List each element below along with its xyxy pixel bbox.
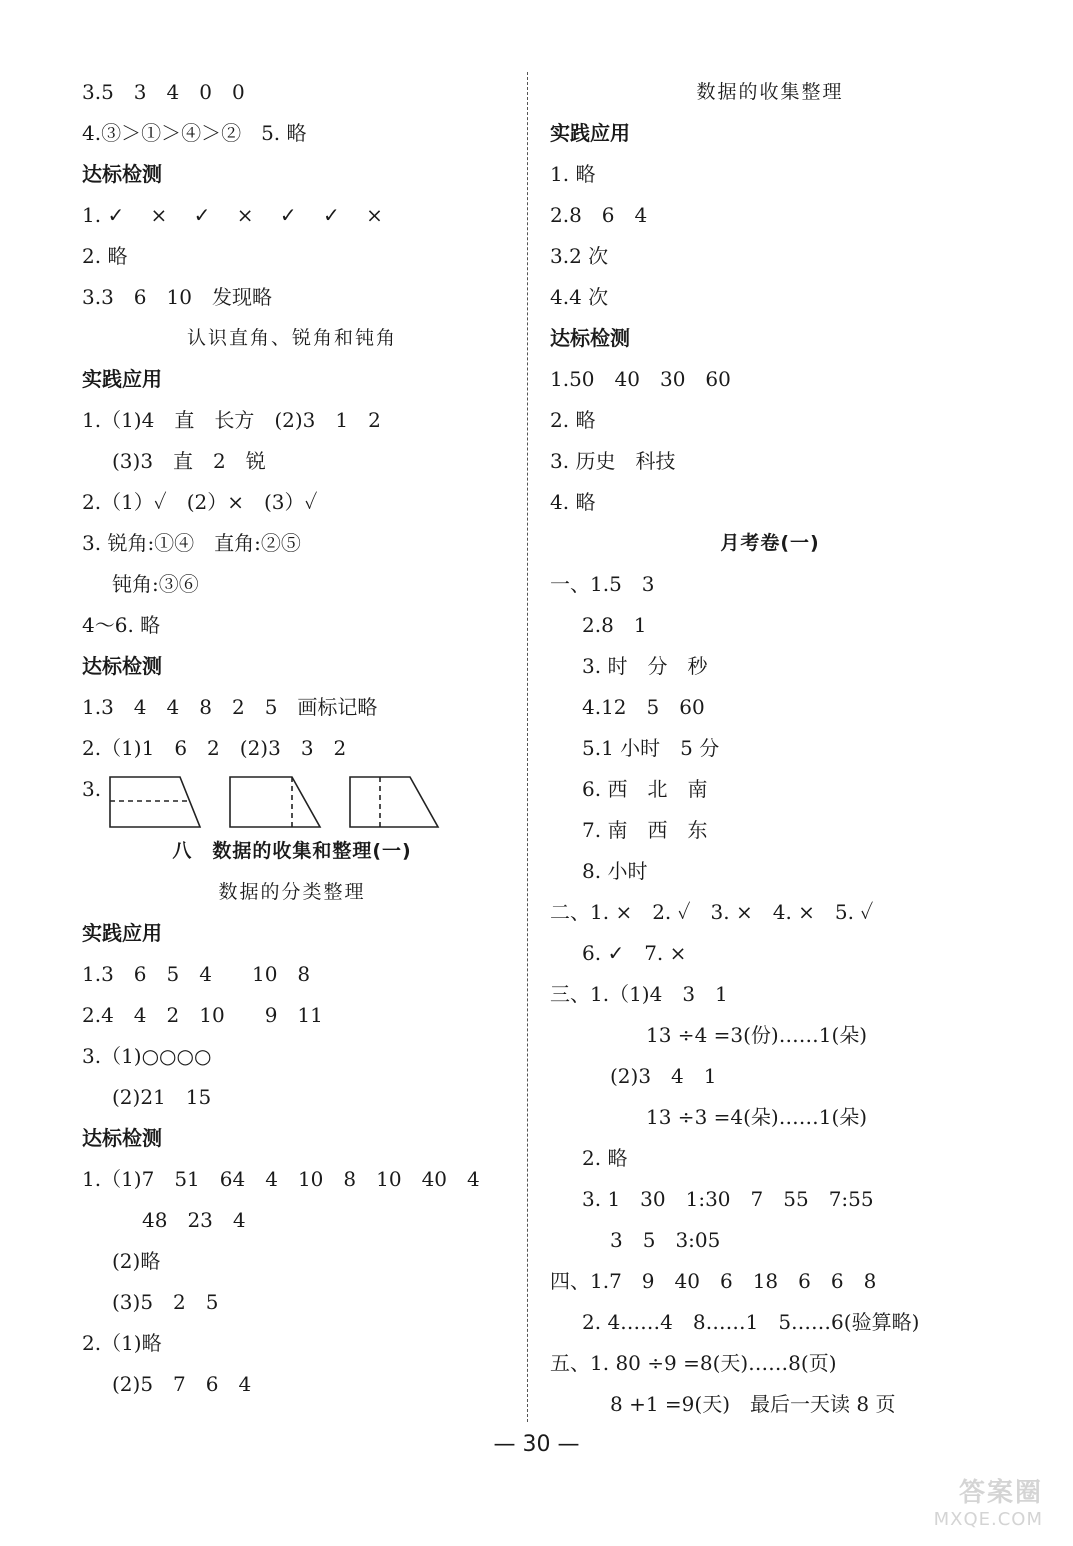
answer-line: 二、1. × 2. ✓ 3. × 4. × 5. ✓ <box>550 900 874 924</box>
answer-line: 2.（1）✓ (2）× (3）✓ <box>82 490 318 514</box>
answer-line: 1. ✓ × ✓ × ✓ ✓ × <box>82 203 383 227</box>
answer-line: 五、1. 80 ÷9 =8(天)……8(页) <box>550 1351 837 1375</box>
answer-line: (2)3 4 1 <box>610 1064 717 1088</box>
trapezoid-shape-2 <box>230 777 320 827</box>
answer-line: 三、1.（1)4 3 1 <box>550 982 728 1006</box>
answer-line: 钝角:③⑥ <box>112 572 199 596</box>
left-column <box>82 72 502 1405</box>
lesson-title: 数据的收集整理 <box>696 81 844 103</box>
shapes-label: 3. <box>82 777 102 801</box>
answer-line: 2.8 1 <box>582 613 647 637</box>
answer-line: 1.3 4 4 8 2 5 画标记略 <box>82 695 378 719</box>
answer-line: 3. 历史 科技 <box>550 449 676 473</box>
answer-line: (2)5 7 6 4 <box>112 1372 252 1396</box>
answer-line: 8 +1 =9(天) 最后一天读 8 页 <box>610 1392 896 1416</box>
trapezoid-shape-3 <box>350 777 438 827</box>
answer-line: 4. 略 <box>550 490 596 514</box>
answer-line: 2. 略 <box>82 244 128 268</box>
answer-line: (2)21 15 <box>112 1085 212 1109</box>
answer-line: 四、1.7 9 40 6 18 6 6 8 <box>550 1269 877 1293</box>
section-heading: 达标检测 <box>82 654 162 678</box>
answer-line: 2.（1)1 6 2 (2)3 3 2 <box>82 736 347 760</box>
answer-line: 4～6. 略 <box>82 613 161 637</box>
answer-line: 6. 西 北 南 <box>582 777 708 801</box>
answer-line: 5.1 小时 5 分 <box>582 736 720 760</box>
column-divider <box>527 72 528 1422</box>
section-heading: 实践应用 <box>82 921 162 945</box>
answer-line: 1. 略 <box>550 162 596 186</box>
answer-line: 2.8 6 4 <box>550 203 648 227</box>
answer-line: 2.（1)略 <box>82 1331 162 1355</box>
site-watermark <box>903 1472 1043 1528</box>
section-heading: 实践应用 <box>550 121 630 145</box>
answer-line: 4.③＞①＞④＞② 5. 略 <box>82 121 307 145</box>
answer-line: 3.（1)○○○○ <box>82 1044 212 1068</box>
answer-line: 1.3 6 5 4 10 8 <box>82 962 311 986</box>
answer-line: 2. 略 <box>550 408 596 432</box>
answer-line: 13 ÷4 =3(份)……1(朵) <box>646 1023 868 1047</box>
section-heading: 达标检测 <box>82 1126 162 1150</box>
answer-line: 2. 略 <box>582 1146 628 1170</box>
watermark-domain-text: MXQE.COM <box>933 1509 1043 1530</box>
unit-title: 八 数据的收集和整理(一) <box>172 840 412 862</box>
shapes-figure <box>82 769 502 831</box>
answer-line: 8. 小时 <box>582 859 648 883</box>
lesson-title: 认识直角、锐角和钝角 <box>186 327 397 349</box>
answer-line: 1.（1)4 直 长方 (2)3 1 2 <box>82 408 381 432</box>
exam-title: 月考卷(一) <box>720 532 820 554</box>
watermark-logo-text: 答案圈 <box>958 1478 1043 1508</box>
answer-line: 4.12 5 60 <box>582 695 705 719</box>
answer-line: 一、1.5 3 <box>550 572 655 596</box>
answer-line: 3. 锐角:①④ 直角:②⑤ <box>82 531 301 555</box>
answer-line: 3 5 3:05 <box>610 1228 721 1252</box>
answer-line: 3. 1 30 1:30 7 55 7:55 <box>582 1187 874 1211</box>
answer-line: 1.50 40 30 60 <box>550 367 731 391</box>
answer-line: 4.4 次 <box>550 285 609 309</box>
answer-line: 3.3 6 10 发现略 <box>82 285 272 309</box>
answer-line: 3.5 3 4 0 0 <box>82 80 245 104</box>
lesson-title: 数据的分类整理 <box>218 881 366 903</box>
answer-line: 7. 南 西 东 <box>582 818 708 842</box>
trapezoid-shape-1 <box>110 777 200 827</box>
answer-line: 48 23 4 <box>142 1208 246 1232</box>
section-heading: 达标检测 <box>82 162 162 186</box>
right-column <box>550 72 990 1425</box>
answer-line: 3. 时 分 秒 <box>582 654 708 678</box>
answer-line: 2. 4……4 8……1 5……6(验算略) <box>582 1310 920 1334</box>
trapezoid-shapes-figure <box>106 773 446 831</box>
answer-line: (3)3 直 2 锐 <box>112 449 266 473</box>
page-number: — 30 — <box>493 1432 580 1457</box>
answer-line: 3.2 次 <box>550 244 609 268</box>
answer-line: (3)5 2 5 <box>112 1290 219 1314</box>
answer-line: 13 ÷3 =4(朵)……1(朵) <box>646 1105 868 1129</box>
answer-line: (2)略 <box>112 1249 161 1273</box>
answer-line: 2.4 4 2 10 9 11 <box>82 1003 323 1027</box>
answer-line: 1.（1)7 51 64 4 10 8 10 40 4 <box>82 1167 480 1191</box>
section-heading: 实践应用 <box>82 367 162 391</box>
section-heading: 达标检测 <box>550 326 630 350</box>
answer-line: 6. ✓ 7. × <box>582 941 687 965</box>
